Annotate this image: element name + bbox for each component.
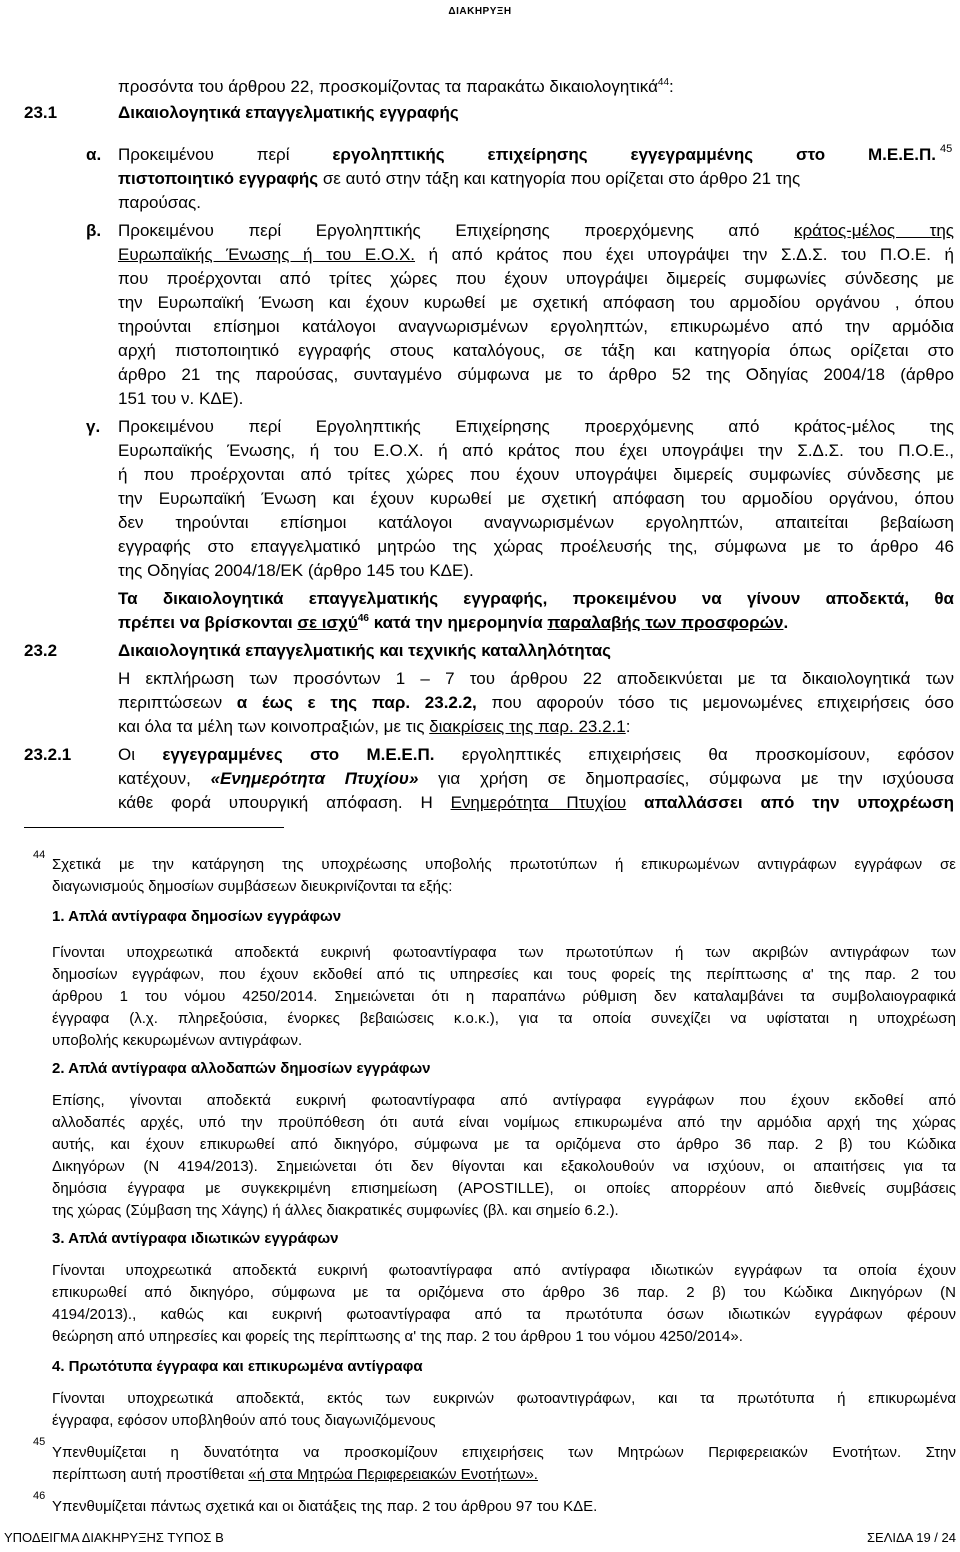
footnote-p1-line-2: δημοσίων εγγράφων, που έχουν εκδοθεί από τις υπηρεσίες και τους φορείς της περίπτωσης α' της παρ. 2 του (52, 966, 956, 983)
item-c-label: γ. (86, 417, 101, 436)
footnote-p1-line-4: έγγραφα (λ.χ. πληρεξούσια, ένορκες βεβαιώσεις κ.ο.κ.), για τα οποία συνεχίζει να υφίσταται η υποχρέωση (52, 1010, 956, 1027)
footnote-p2-line-6: της χώρας (Σύμβαση της Χάγης) ή άλλες διακρατικές συμφωνίες (βλ. και σημείο 6.2.). (52, 1202, 619, 1219)
para-line-2 (118, 692, 954, 714)
footnote-p4-line-1: Γίνονται υποχρεωτικά αποδεκτά, εκτός των ευκρινών φωτοαντιγράφων, και τα πρωτότυπα ή επικυρωμένα (52, 1390, 956, 1407)
section-23-2-title: Δικαιολογητικά επαγγελματικής και τεχνικής καταλληλότητας (118, 641, 611, 660)
item-b-line-1 (118, 220, 954, 242)
sub-text-4: για χρήση σε δημοπρασίες, σύμφωνα με την ισχύουσα (418, 769, 954, 788)
item-b-underline-2: Ευρωπαϊκής Ένωσης ή του Ε.Ο.Χ. (118, 245, 416, 264)
para-underline: διακρίσεις της παρ. 23.2.1 (429, 717, 626, 736)
item-c-line-2: Ευρωπαϊκής Ένωσης, ή του Ε.Ο.Χ. ή από κράτος που έχει υπογράψει την Σ.Δ.Σ. του Π.Ο.Ε., (118, 441, 954, 460)
certificate-bold: πιστοποιητικό εγγραφής (118, 169, 319, 188)
footnote-45-line-2 (52, 1464, 538, 1485)
footnote-p1-line-5: υποβολής κεκυρωμένων αντιγράφων. (52, 1032, 303, 1049)
item-a-line-3: παρούσας. (118, 193, 201, 212)
para-text-2: που αφορούν τόσο τις μεμονωμένες επιχειρήσεις όσο (476, 693, 954, 712)
item-a-label: α. (86, 145, 102, 164)
para-end: : (625, 717, 631, 736)
sub-bold: εγγεγραμμένες στο Μ.Ε.Ε.Π. (162, 745, 435, 764)
footnote-p3-line-2: επικυρωθεί από δικηγόρο, σύμφωνα με τα οριζόμενα στο άρθρο 36 παρ. 2 β) του Κώδικα Δικηγόρων (Ν (52, 1284, 956, 1301)
validity-text: πρέπει να βρίσκονται (118, 613, 298, 632)
sub-line-3 (118, 792, 954, 814)
footnote-44-line-2: διαγωνισμούς δημοσίων συμβάσεων διευκρινίζονται τα εξής: (52, 878, 453, 895)
item-a-text-2: σε αυτό στην τάξη και κατηγορία που ορίζεται στο άρθρο 21 της (318, 169, 801, 188)
item-b-line-8: 151 του ν. ΚΔΕ). (118, 389, 244, 408)
footnote-p1-line-3: άρθρου 1 του νόμου 4250/2014. Σημειώνεται ότι η παραπάνω ρύθμιση δεν καταλαμβάνει τα συμβολαιογραφικά (52, 988, 956, 1005)
item-b-text-2: ή από κράτος που έχει υπογράψει την Σ.Δ.Σ. του Π.Ο.Ε. ή (415, 245, 954, 264)
footnote-p2-line-5: δημόσια έγγραφα με συγκεκριμένη επισημείωση (APOSTILLE), οι οποίες απορρέουν από διεθνείς συμβάσεις (52, 1180, 956, 1197)
item-b-line-5: τηρούνται επίσημοι κατάλογοι αναγνωρισμένων εργοληπτών, επικυρωμένο από την αρμόδια (118, 317, 954, 336)
footnote-p4-line-2: έγγραφα, εφόσον υποβληθούν από τους διαγωνιζόμενους (52, 1412, 436, 1429)
item-c-line-4: την Ευρωπαϊκή Ένωση και έχουν κυρωθεί με σχετική απόφαση του αρμοδίου οργάνου, όπου (118, 489, 954, 508)
sub-line-1 (118, 744, 954, 766)
item-a-line-1 (118, 144, 936, 166)
footer-page-number: ΣΕΛΙΔΑ 19 / 24 (866, 1530, 956, 1545)
section-23-1-number: 23.1 (24, 103, 58, 122)
footnote-p2-line-3: αυτής, και έχουν επικυρωθεί από δικηγόρο, σύμφωνα με τα οριζόμενα στο άρθρο 36 παρ. 2 β) του Κώδικα (52, 1136, 956, 1153)
para-bold: α έως ε της παρ. 23.2.2, (236, 693, 477, 712)
validity-underline: σε ισχύ (297, 613, 358, 632)
footer-left: ΥΠΟΔΕΙΓΜΑ ΔΙΑΚΗΡΥΞΗΣ ΤΥΠΟΣ Β (4, 1530, 224, 1545)
footnote-46-number: 46 (33, 1490, 46, 1502)
footnote-ref-45: 45 (940, 143, 953, 155)
sub-underline: Ενημερότητα Πτυχίου (450, 793, 627, 812)
sub-text-5: κάθε φορά υπουργική απόφαση. Η (118, 793, 451, 812)
item-b-line-6: αρχή πιστοποιητικό εγγραφής στους καταλόγους, σε τάξη και κατηγορία όπως ορίζεται στο (118, 341, 954, 360)
sub-bold-italic: «Ενημερότητα Πτυχίου» (210, 769, 419, 788)
footnote-44-number: 44 (33, 849, 46, 861)
footnote-46-line: Υπενθυμίζεται πάντως σχετικά και οι διατάξεις της παρ. 2 του άρθρου 97 του ΚΔΕ. (52, 1498, 598, 1515)
footnote-45-line-1: Υπενθυμίζεται η δυνατότητα να προσκομίζουν επιχειρήσεις των Μητρώων Περιφερειακών Ενοτήτων. Στην (52, 1444, 956, 1461)
item-b-line-4: την Ευρωπαϊκή Ένωση και έχουν κυρωθεί με σχετική απόφαση του αρμοδίου οργάνου , όπου (118, 293, 954, 312)
item-c-line-7: της Οδηγίας 2004/18/ΕΚ (άρθρο 145 του ΚΔΕ). (118, 561, 474, 580)
item-b-text: Προκειμένου περί Εργοληπτικής Επιχείρησης προερχόμενης από (118, 221, 795, 240)
footnote-p2-line-1: Επίσης, γίνονται αποδεκτά ευκρινή φωτοαντίγραφα από αντίγραφα εγγράφων που έχουν εκδοθεί από (52, 1092, 956, 1109)
validity-underline-2: παραλαβής των προσφορών (547, 613, 784, 632)
footnote-p1-line-1: Γίνονται υποχρεωτικά αποδεκτά ευκρινή φωτοαντίγραφα των πρωτοτύπων ή των ακριβών αντιγράφων των (52, 944, 956, 961)
intro-end: : (669, 77, 674, 96)
item-c-line-6: εγγραφής στο επαγγελματικό μητρώο της χώρας προέλευσής της, σύμφωνα με το άρθρο 46 (118, 537, 954, 556)
para-text: περιπτώσεων (118, 693, 237, 712)
footnote-heading-1: 1. Απλά αντίγραφα δημοσίων εγγράφων (52, 908, 342, 925)
sub-line-2 (118, 768, 954, 790)
item-b-label: β. (86, 221, 102, 240)
validity-line-1: Τα δικαιολογητικά επαγγελματικής εγγραφής, προκειμένου να γίνουν αποδεκτά, θα (118, 589, 954, 608)
section-23-2-1-number: 23.2.1 (24, 745, 72, 764)
sub-bold-2: απαλλάσσει από την υποχρέωση (626, 793, 954, 812)
sub-text-2: εργοληπτικές επιχειρήσεις θα προσκομίσουν, εφόσον (434, 745, 955, 764)
sub-text: Οι (118, 745, 163, 764)
footnote-45-number: 45 (33, 1436, 46, 1448)
item-a-bold: εργοληπτικής επιχείρησης εγγεγραμμένης στο Μ.Ε.Ε.Π. (332, 145, 936, 164)
item-a-text: Προκειμένου περί (118, 145, 333, 164)
footnote-heading-2: 2. Απλά αντίγραφα αλλοδαπών δημοσίων εγγράφων (52, 1060, 431, 1077)
validity-mid: κατά την ημερομηνία (368, 613, 548, 632)
para-line-1: Η εκπλήρωση των προσόντων 1 – 7 του άρθρου 22 αποδεικνύεται με τα δικαιολογητικά των (118, 669, 954, 688)
footnote-p3-line-1: Γίνονται υποχρεωτικά αποδεκτά ευκρινή φωτοαντίγραφα από αντίγραφα ιδιωτικών εγγράφων τα οποία έχουν (52, 1262, 956, 1279)
footnote-p3-line-3: 4194/2013)., καθώς και ευκρινή φωτοαντίγραφα από τα πρωτότυπα όσων ιδιωτικών εγγράφων φέρουν (52, 1306, 956, 1323)
footnote-ref-46: 46 (357, 613, 369, 624)
footnote-45-underline: «ή στα Μητρώα Περιφερειακών Ενοτήτων». (248, 1466, 538, 1483)
intro-text: προσόντα του άρθρου 22, προσκομίζοντας τα παρακάτω δικαιολογητικά (118, 77, 658, 96)
footnote-45-text: περίπτωση αυτή προστίθεται (52, 1466, 249, 1483)
footnote-heading-3: 3. Απλά αντίγραφα ιδιωτικών εγγράφων (52, 1230, 339, 1247)
validity-end: . (783, 613, 789, 632)
item-c-line-5: δεν τηρούνται επίσημοι κατάλογοι αναγνωρισμένων εργοληπτών, απαιτείται βεβαίωση (118, 513, 954, 532)
footnote-p3-line-4: θεώρηση από υπηρεσίες και φορείς της περίπτωσης α' της παρ. 2 του άρθρου 1 του νόμου 4250/2014». (52, 1328, 743, 1345)
item-b-line-7: άρθρο 21 της παρούσας, συνταγμένο σύμφωνα με το άρθρο 52 της Οδηγίας 2004/18 (άρθρο (118, 365, 954, 384)
footnote-separator (24, 827, 284, 828)
footnote-ref-44: 44 (657, 77, 670, 88)
item-b-underline: κράτος-μέλος της (794, 221, 954, 240)
footnote-44-line-1: Σχετικά με την κατάργηση της υποχρέωσης υποβολής πρωτοτύπων ή επικυρωμένων αντιγράφων εγγράφων σε (52, 856, 956, 873)
item-a-line-2 (118, 168, 800, 190)
section-23-1-title: Δικαιολογητικά επαγγελματικής εγγραφής (118, 103, 459, 122)
item-c-line-1: Προκειμένου περί Εργοληπτικής Επιχείρησης προερχόμενης από κράτος-μέλος της (118, 417, 954, 436)
para-line-3 (118, 716, 630, 738)
item-b-line-3: που προέρχονται από τρίτες χώρες που έχουν υπογράψει διμερείς συμφωνίες σύνδεσης με (118, 269, 954, 288)
para-text-3: και όλα τα μέλη των κοινοπραξιών, με τις (118, 717, 430, 736)
footnote-p2-line-2: αλλοδαπές αρχές, υπό την προϋπόθεση ότι αυτά είναι νομίμως επικυρωμένα από την αρμόδια αρχή της χώρας (52, 1114, 956, 1131)
section-23-2-number: 23.2 (24, 641, 58, 660)
item-b-line-2 (118, 244, 954, 266)
item-c-line-3: ή που προέρχονται από τρίτες χώρες που έχουν υπογράψει διμερείς συμφωνίες σύνδεσης με (118, 465, 954, 484)
sub-text-3: κατέχουν, (118, 769, 211, 788)
page-header: ΔΙΑΚΗΡΥΞΗ (448, 6, 512, 17)
intro-line (118, 76, 674, 98)
validity-line-2 (118, 612, 788, 634)
footnote-heading-4: 4. Πρωτότυπα έγγραφα και επικυρωμένα αντίγραφα (52, 1358, 423, 1375)
footnote-p2-line-4: Δικηγόρων (Ν 4194/2013). Σημειώνεται ότι δεν θίγονται και εξακολουθούν να ισχύουν, οι απαιτήσεις για τα (52, 1158, 956, 1175)
